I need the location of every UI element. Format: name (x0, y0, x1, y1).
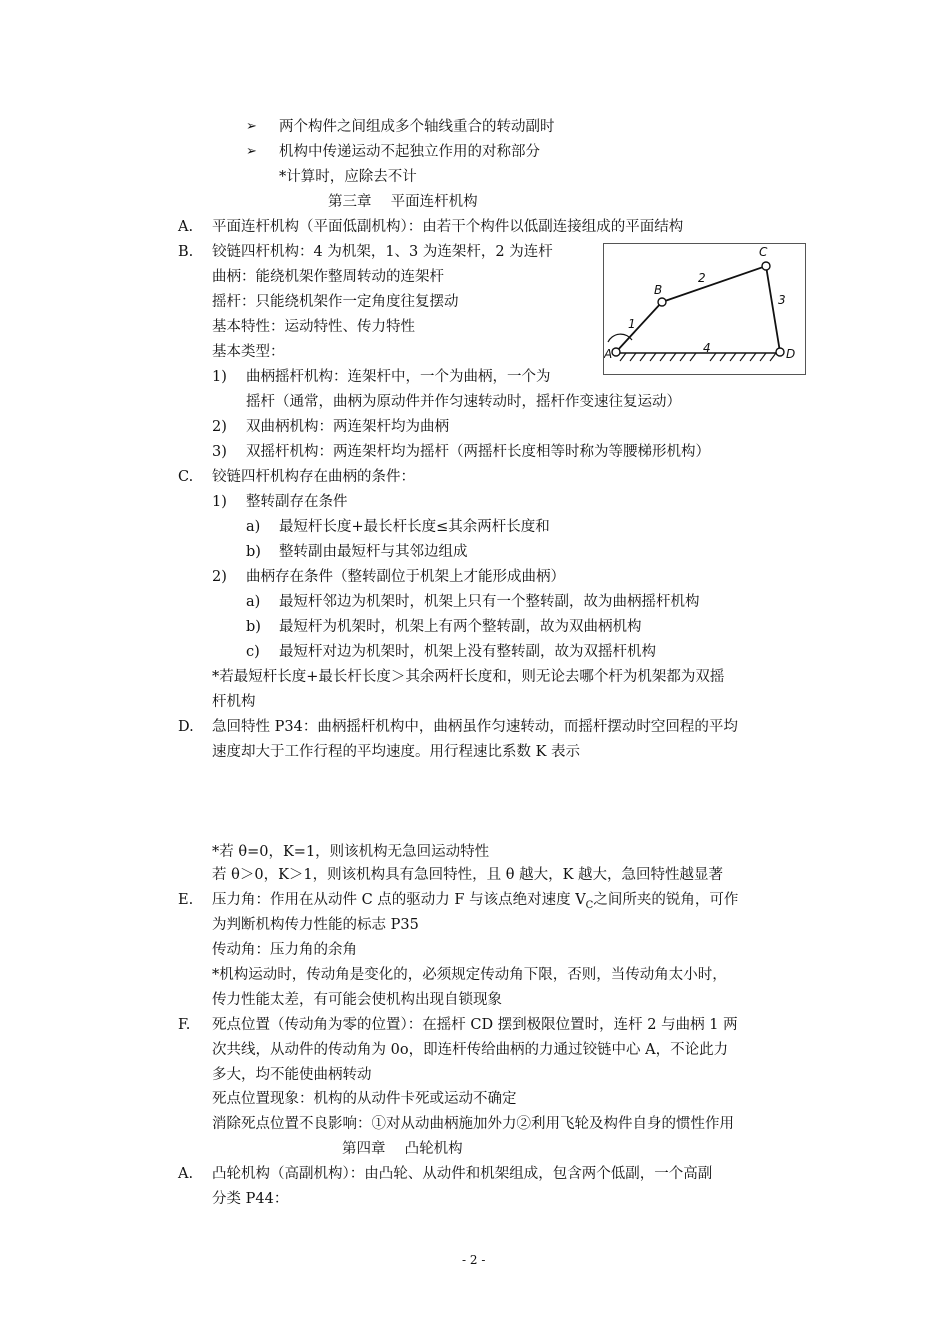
section-text: 次共线，从动件的传动角为 0o，即连杆传给曲柄的力通过铰链中心 A，不论此力 (212, 1042, 729, 1058)
calc-note: *计算时，应除去不计 (279, 169, 417, 185)
basic-types: 基本类型： (212, 344, 285, 360)
link-2-coupler (662, 266, 766, 302)
list-item: 双曲柄机构：两连架杆均为曲柄 (246, 419, 449, 435)
section-text: 铰链四杆机构存在曲柄的条件： (212, 469, 415, 485)
bullet-arrow-icon: ➢ (246, 119, 257, 134)
joint-c (762, 262, 770, 270)
section-text: 多大，均不能使曲柄转动 (212, 1067, 372, 1083)
section-label: C. (178, 469, 194, 485)
ground-hatching (620, 353, 776, 361)
section-text: 消除死点位置不良影响：①对从动曲柄施加外力②利用飞轮及构件自身的惯性作用 (212, 1116, 734, 1132)
list-item: 双摇杆机构：两连架杆均为摇杆（两摇杆长度相等时称为等腰梯形机构） (246, 444, 710, 460)
sub-list-item: 最短杆邻边为机架时，机架上只有一个整转副，故为曲柄摇杆机构 (279, 594, 700, 610)
note-text: *若 θ=0，K=1，则该机构无急回运动特性 (212, 844, 490, 860)
basic-properties: 基本特性：运动特性、传力特性 (212, 319, 415, 335)
section-label: B. (178, 244, 194, 260)
list-item: 曲柄摇杆机构：连架杆中，一个为曲柄，一个为 (246, 369, 551, 385)
link-1-crank (616, 302, 662, 352)
definition-crank: 曲柄：能绕机架作整周转动的连架杆 (212, 269, 444, 285)
section-label: D. (178, 719, 194, 735)
definition-rocker: 摇杆：只能绕机架作一定角度往复摆动 (212, 294, 459, 310)
section-label: A. (178, 1166, 194, 1182)
section-label: F. (178, 1017, 191, 1033)
section-text: 压力角：作用在从动件 C 点的驱动力 F 与该点绝对速度 $V_C$之间所夹的锐角，可作 (212, 892, 739, 911)
label-b: B (654, 283, 663, 297)
section-text: 为判断机构传力性能的标志 P35 (212, 917, 419, 933)
sub-list-item: 最短杆对边为机架时，机架上没有整转副，故为双摇杆机构 (279, 644, 656, 660)
note-text: 杆机构 (212, 694, 256, 710)
list-number: 1) (212, 369, 227, 385)
note-text: *机构运动时，传动角是变化的，必须规定传动角下限，否则，当传动角太小时， (212, 967, 727, 983)
note-text: *若最短杆长度+最长杆长度＞其余两杆长度和，则无论去哪个杆为机架都为双摇 (212, 669, 725, 685)
sub-list-number: b) (246, 544, 261, 560)
page-number: - 2 - (462, 1253, 486, 1267)
list-number: 2) (212, 419, 227, 435)
section-label: A. (178, 219, 194, 235)
joint-d (776, 348, 784, 356)
label-link-1: 1 (628, 317, 636, 331)
label-link-3: 3 (778, 293, 786, 307)
section-text: 分类 P44： (212, 1191, 289, 1207)
list-number: 1) (212, 494, 227, 510)
chapter-title: 第四章 凸轮机构 (342, 1141, 463, 1157)
bullet-text: 机构中传递运动不起独立作用的对称部分 (279, 144, 540, 160)
sub-list-number: a) (246, 519, 261, 535)
four-bar-linkage-figure (603, 243, 806, 375)
section-text: 速度却大于工作行程的平均速度。用行程速比系数 K 表示 (212, 744, 581, 760)
note-text: 传力性能太差，有可能会使机构出现自锁现象 (212, 992, 502, 1008)
sub-list-item: 最短杆为机架时，机架上有两个整转副，故为双曲柄机构 (279, 619, 642, 635)
section-text: 急回特性 P34：曲柄摇杆机构中，曲柄虽作匀速转动，而摇杆摆动时空回程的平均 (212, 719, 738, 735)
label-link-2: 2 (698, 271, 706, 285)
bullet-arrow-icon: ➢ (246, 144, 257, 159)
sub-list-number: a) (246, 594, 261, 610)
label-a: A (604, 347, 613, 361)
section-text: 传动角：压力角的余角 (212, 942, 357, 958)
section-text: 死点位置（传动角为零的位置）：在摇杆 CD 摆到极限位置时，连杆 2 与曲柄 1 两 (212, 1017, 738, 1033)
sub-list-number: c) (246, 644, 260, 660)
section-text: 铰链四杆机构：4 为机架，1、3 为连架杆，2 为连杆 (212, 244, 553, 260)
chapter-title: 第三章 平面连杆机构 (328, 194, 478, 210)
note-text: 若 θ＞0，K＞1，则该机构具有急回特性，且 θ 越大，K 越大，急回特性越显著 (212, 867, 724, 883)
section-text: 凸轮机构（高副机构）：由凸轮、从动件和机架组成，包含两个低副，一个高副 (212, 1166, 713, 1182)
list-number: 2) (212, 569, 227, 585)
list-item-cont: 摇杆（通常，曲柄为原动件并作匀速转动时，摇杆作变速往复运动） (246, 394, 681, 410)
link-3-rocker (766, 266, 780, 352)
list-number: 3) (212, 444, 227, 460)
section-label: E. (178, 892, 194, 908)
label-d: D (786, 347, 796, 361)
list-item: 曲柄存在条件（整转副位于机架上才能形成曲柄） (246, 569, 565, 585)
label-link-4: 4 (703, 341, 711, 355)
sub-list-item: 最短杆长度+最长杆长度≤其余两杆长度和 (279, 519, 550, 535)
section-text: 死点位置现象：机构的从动件卡死或运动不确定 (212, 1091, 517, 1107)
list-item: 整转副存在条件 (246, 494, 348, 510)
sub-list-number: b) (246, 619, 261, 635)
joint-b (658, 298, 666, 306)
joint-a (612, 348, 620, 356)
bullet-text: 两个构件之间组成多个轴线重合的转动副时 (279, 119, 555, 135)
sub-list-item: 整转副由最短杆与其邻边组成 (279, 544, 468, 560)
label-c: C (759, 245, 768, 259)
section-text: 平面连杆机构（平面低副机构）：由若干个构件以低副连接组成的平面结构 (212, 219, 684, 235)
